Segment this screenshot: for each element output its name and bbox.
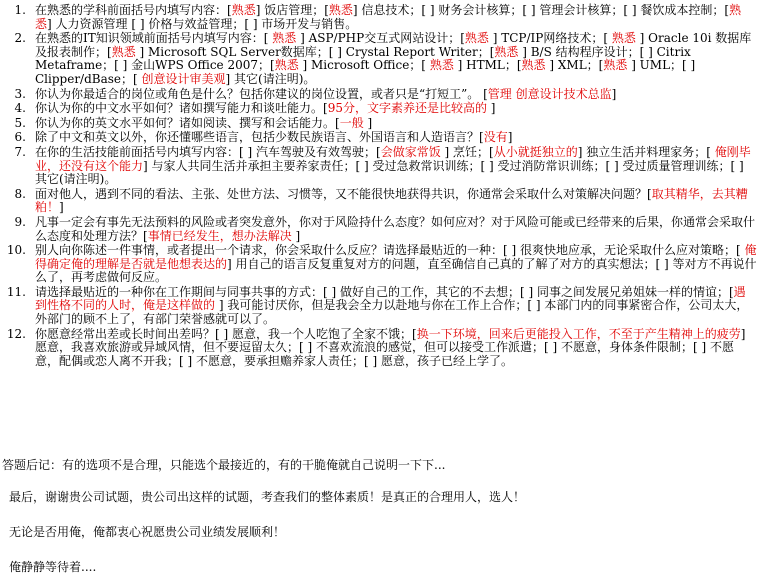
- question-text: ] 独立生活并料理家务；[: [577, 144, 715, 159]
- question-text: ] 愿意，我喜欢旅游或异域风情，但不要逗留太久；[ ] 不喜欢流浪的感觉，但可以接受工作派遣；[ ] 不愿意，身体条件限制；[ ] 不愿意，配偶或恋人离不开我；[ ] 不愿意，要承担赡养家人责任；[ ] 愿意，孩子已经上学了。: [35, 326, 746, 368]
- question-text: ] 烹饪；[: [440, 144, 494, 159]
- question-number: 5.: [14, 115, 26, 130]
- question-text: ]: [363, 115, 373, 130]
- question-text: 你认为你的英文水平如何？诸如阅读、撰写和会话能力。[: [35, 115, 340, 130]
- question-text: ] B/S 结构程序设计；[ ] Citrix Metaframe；[ ] 金山WPS Office 2007；[: [35, 44, 691, 73]
- question-text: 在你的生活技能前面括号内填写内容：[ ] 汽车驾驶及有效驾驶；[: [35, 144, 381, 159]
- answer-text: 事情已经发生，想办法解决: [147, 228, 292, 243]
- answer-text: 熟悉: [603, 58, 628, 73]
- question-text: 你认为你的中文水平如何？诸如撰写能力和谈吐能力。[: [35, 101, 328, 116]
- answer-text: 熟悉: [272, 31, 297, 46]
- question-text: ] 信息技术；[ ] 财务会计核算；[ ] 管理会计核算；[ ] 餐饮成本控制；[: [352, 3, 730, 17]
- question-text: ] XML；[: [545, 58, 604, 73]
- answer-text: 换一下环境，回来后更能投入工作，不至于产生精神上的疲劳: [416, 326, 741, 341]
- answer-text: 熟悉: [611, 31, 636, 46]
- answer-text: 管理 创意设计技术总监: [487, 86, 612, 101]
- closing-thanks: 最后，谢谢贵公司试题，贵公司出这样的试题，考查我们的整体素质！是真正的合理用人，选人！: [9, 490, 526, 504]
- question-text: ]: [59, 200, 64, 215]
- answer-text: 熟悉: [274, 58, 299, 73]
- question-text: ] HTML；[: [453, 58, 522, 73]
- question-text: ] 饭店管理；[: [255, 3, 329, 17]
- question-number: 3.: [14, 86, 26, 101]
- question-item: [0, 146, 757, 187]
- answer-text: 95分，文字素养还是比较高的: [327, 101, 487, 116]
- question-text: 你愿意经常出差或长时间出差吗？[ ] 愿意，我一个人吃饱了全家不饿；[: [35, 326, 417, 341]
- answer-text: 创意设计审美观: [141, 71, 226, 86]
- question-item: [0, 88, 757, 102]
- question-text: ] Microsoft SQL Server数据库；[ ] Crystal Report Writer；[: [135, 44, 495, 59]
- question-text: ]: [611, 86, 617, 101]
- answer-text: 会做家常饭: [380, 144, 441, 159]
- question-text: 除了中文和英文以外，你还懂哪些语言，包括少数民族语言、外国语言和人造语言？[: [35, 130, 484, 145]
- answer-text: 遇到性格不同的人时，俺是这样做的: [35, 284, 746, 313]
- question-item: [0, 286, 757, 327]
- question-text: ]: [291, 228, 301, 243]
- answer-text: 熟悉: [429, 58, 454, 73]
- answer-text: 熟悉: [328, 3, 353, 17]
- question-number: 2.: [14, 31, 26, 46]
- question-text: 在熟悉的IT知识领域前面括号内填写内容：[: [35, 31, 273, 46]
- question-text: ] Oracle 10i 数据库及报表制作；[: [35, 31, 752, 59]
- answer-text: 熟悉: [111, 44, 136, 59]
- question-item: [0, 216, 757, 243]
- question-text: ] Microsoft Office；[: [298, 58, 430, 73]
- question-item: [0, 328, 757, 369]
- question-text: 在熟悉的学科前面括号内填写内容：[: [35, 3, 232, 17]
- question-text: ] 与家人共同生活并承担主要养家责任；[ ] 受过急救常识训练；[ ] 受过消防常识训练；[ ] 受过质量管理训练；[ ] 其它(请注明)。: [35, 158, 744, 187]
- answer-text: 熟悉: [231, 3, 256, 17]
- question-number: 1.: [14, 3, 26, 17]
- question-item: [0, 244, 757, 285]
- question-text: ] 我可能讨厌你，但是我会全力以赴地与你在工作上合作；[ ] 本部门内的同事紧密合作，公司太大，外部门的顾不上了，有部门荣誉感就可以了。: [35, 298, 749, 327]
- question-number: 7.: [14, 144, 26, 159]
- question-number: 12.: [6, 326, 26, 341]
- answer-text: 俺刚毕业，还没有这个能力: [35, 144, 751, 173]
- question-number: 6.: [14, 130, 26, 145]
- afterword-note: 答题后记：有的选项不是合理，只能选个最接近的，有的干脆俺就自己说明一下下...: [2, 458, 446, 472]
- question-item: [0, 117, 757, 131]
- question-text: ] 用自己的语言反复重复对方的问题，直至确信自己真的了解了对方的真实想法；[ ] 等对方不再说什么了，再考虑做何反应。: [35, 256, 757, 285]
- question-text: ] UML；[ ] Clipper/dBase；[: [35, 58, 696, 86]
- answer-text: 熟悉: [464, 31, 489, 46]
- question-text: 请选择最贴近的一种你在工作期间与同事共事的方式：[ ] 做好自己的工作，其它的不去想；[ ] 同事之间发展兄弟姐妹一样的情谊；[: [35, 284, 734, 299]
- question-number: 9.: [14, 214, 26, 229]
- question-text: ] 其它(请注明)。: [225, 71, 316, 86]
- question-text: 凡事一定会有事先无法预料的风险或者突发意外，你对于风险持什么态度？如何应对？对于风险可能或已经带来的后果，你通常会采取什么态度和处理方法？[: [35, 214, 756, 243]
- answer-text: 俺得确定俺的理解是否就是他想表达的: [35, 243, 757, 271]
- question-text: ]: [507, 130, 513, 145]
- question-item: [0, 4, 757, 31]
- answer-text: 熟悉: [35, 3, 742, 31]
- question-text: 别人向你陈述一件事情，或者提出一个请求，你会采取什么反应？请选择最贴近的一种：[ ] 很爽快地应承，无论采取什么应对策略；[: [35, 243, 745, 258]
- closing-waiting: 俺静静等待着....: [9, 560, 97, 574]
- question-text: 你认为你最适合的岗位或角色是什么？包括你建议的岗位设置，或者只是“打短工”。 [: [35, 86, 488, 101]
- question-item: [0, 32, 757, 86]
- answer-text: 取其精华，去其糟粕！: [35, 186, 748, 215]
- answer-text: 没有: [483, 130, 508, 145]
- question-text: ] 人力资源管理 [ ] 价格与效益管理；[ ] 市场开发与销售。: [47, 16, 358, 31]
- question-number: 11.: [6, 284, 26, 299]
- question-item: [0, 131, 757, 145]
- closing-wishes: 无论是否用俺，俺都衷心祝愿贵公司业绩发展顺利！: [9, 525, 286, 539]
- answer-text: 一般: [339, 115, 364, 130]
- question-text: 面对他人，遇到不同的看法、主张、处世方法、习惯等，又不能很快地获得共识，你通常会采取什么对策解决问题？[: [35, 186, 652, 201]
- question-list: [0, 4, 757, 369]
- answer-text: 熟悉: [521, 58, 546, 73]
- question-text: ]: [486, 101, 496, 116]
- answer-text: 熟悉: [494, 44, 519, 59]
- question-item: [0, 188, 757, 215]
- question-text: ] TCP/IP网络技术；[: [488, 31, 612, 46]
- question-number: 8.: [14, 186, 26, 201]
- answer-text: 从小就挺独立的: [493, 144, 578, 159]
- question-text: ] ASP/PHP交互式网站设计；[: [296, 31, 465, 46]
- question-item: [0, 102, 757, 116]
- question-number: 4.: [14, 101, 26, 116]
- question-number: 10.: [6, 243, 26, 258]
